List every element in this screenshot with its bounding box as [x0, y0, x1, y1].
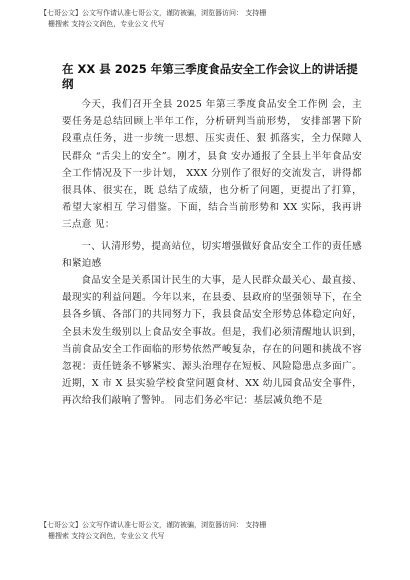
document-title: 在 XX 县 2025 年第三季度食品安全工作会议上的讲话提纲 [62, 62, 358, 91]
paragraph-body: 食品安全是关系国计民生的大事，是人民群众最关心、最直接、最现实的利益问题。今年以来，在县委、县政府的坚强领导下，在全县各乡镇、各部门的共同努力下，我县食品安全形势总体稳定向好，全县未发生级别以上食品安全事故。但是，我们必须清醒地认识到，当前食品安全工作面临的形势依然严峻复杂，存在的问题和挑战不容忽视：责任链条不够紧实、源头治理存在短板、风险隐患点多面广。近期，X 市 X 县实验学校食堂问题食材、XX 幼儿园食品安全事件， 再次给我们敲响了警钟。 同志们务必牢记：基层减负绝不是 [62, 275, 362, 407]
header-line-1: 【七哥公文】公文写作请认准七哥公文，谨防被骗，浏览器访问： 支持栅 [40, 9, 267, 17]
document-body [62, 96, 362, 410]
page-header [40, 8, 380, 30]
paragraph-intro: 今天，我们召开全县 2025 年第三季度食品安全工作例 会，主要任务是总结回顾上半年工作，分析研判当前形势， 安排部署下阶段重点任务，进一步统一思想、压实责任、狠 抓落实，全力保障人民群众 “舌尖上的安全”。刚才，县食 安办通报了全县上半年食品安全工作情况及下一步计划， XXX 分别作了很好的交流发言，讲得都很具体、很实在，既 总结了成绩，也分析了问题，更提出了打算，希望大家相互 学习借鉴。下面，结合当前形势和 XX 实际，我再讲三点意 见： [62, 99, 362, 231]
section-heading-1: 一、认清形势，提高站位，切实增强做好食品安全工作的责任感和紧迫感 [62, 240, 362, 269]
footer-line-2: 栅搜索 支持公文润色，专业公文 代写 [48, 532, 165, 540]
header-line-2: 栅搜索 支持公文润色，专业公文 代写 [48, 20, 165, 28]
page-footer [40, 520, 380, 542]
footer-line-1: 【七哥公文】公文写作请认准七哥公文，谨防被骗，浏览器访问： 支持栅 [40, 521, 267, 529]
